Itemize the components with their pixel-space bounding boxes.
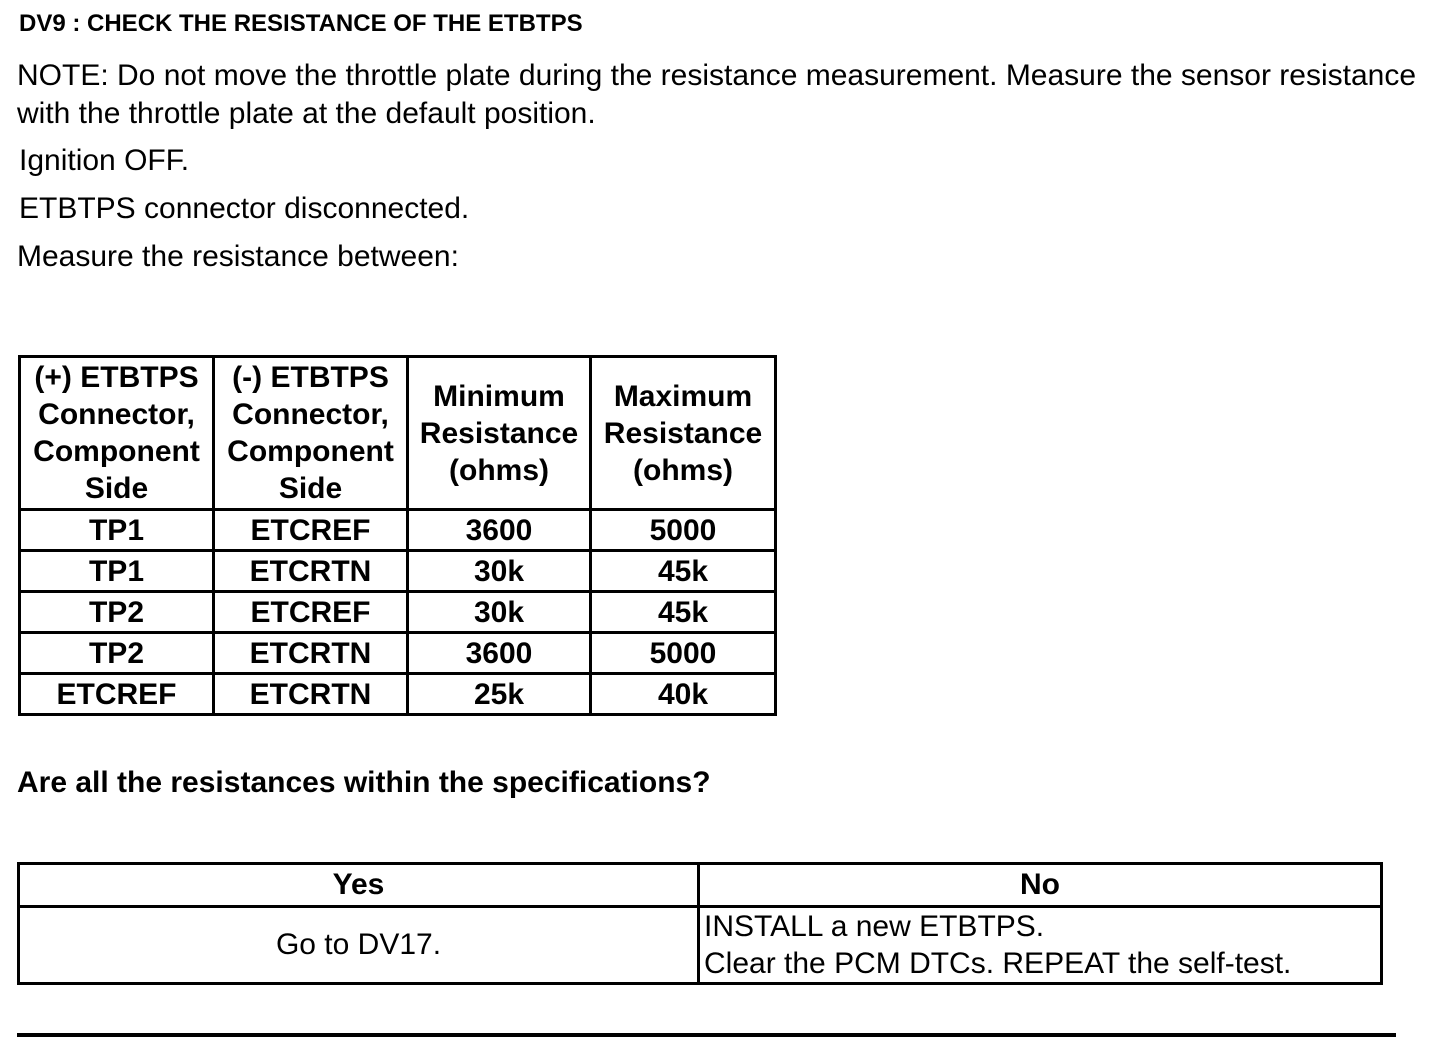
- note-text: NOTE: Do not move the throttle plate during the resistance measurement. Measure the sensor resistance with the throttle plate at the default position.: [17, 59, 1417, 130]
- cell-min: 3600: [408, 510, 591, 551]
- header-minimum-resistance: Minimum Resistance (ohms): [408, 357, 591, 510]
- table-row: [20, 592, 776, 633]
- cell-positive: TP2: [20, 633, 214, 674]
- step-connector-disconnected: ETBTPS connector disconnected.: [19, 192, 470, 225]
- cell-negative: ETCRTN: [214, 633, 408, 674]
- bottom-divider: [17, 1033, 1396, 1037]
- cell-negative: ETCRTN: [214, 551, 408, 592]
- table-row: [20, 633, 776, 674]
- cell-max: 45k: [591, 592, 776, 633]
- no-header: No: [699, 864, 1382, 907]
- cell-positive: TP2: [20, 592, 214, 633]
- table-row: [20, 551, 776, 592]
- decision-question: Are all the resistances within the specifications?: [17, 766, 711, 799]
- table-row: [20, 674, 776, 715]
- no-action: [699, 907, 1382, 984]
- table-row: [20, 510, 776, 551]
- header-positive-connector: (+) ETBTPS Connector, Component Side: [20, 357, 214, 510]
- yes-header: Yes: [19, 864, 699, 907]
- cell-positive: TP1: [20, 510, 214, 551]
- cell-min: 30k: [408, 592, 591, 633]
- cell-min: 3600: [408, 633, 591, 674]
- header-negative-connector: (-) ETBTPS Connector, Component Side: [214, 357, 408, 510]
- no-action-line-2: Clear the PCM DTCs. REPEAT the self-test.: [704, 947, 1292, 980]
- cell-max: 45k: [591, 551, 776, 592]
- cell-max: 5000: [591, 633, 776, 674]
- step-measure-instruction: Measure the resistance between:: [17, 240, 459, 273]
- cell-negative: ETCREF: [214, 592, 408, 633]
- resistance-spec-table: [18, 355, 777, 716]
- decision-action-row: [19, 907, 1382, 984]
- header-maximum-resistance: Maximum Resistance (ohms): [591, 357, 776, 510]
- step-heading: DV9 : CHECK THE RESISTANCE OF THE ETBTPS: [19, 10, 583, 37]
- decision-header-row: [19, 864, 1382, 907]
- cell-negative: ETCRTN: [214, 674, 408, 715]
- spec-table-header-row: [20, 357, 776, 510]
- cell-negative: ETCREF: [214, 510, 408, 551]
- cell-max: 40k: [591, 674, 776, 715]
- yes-action: Go to DV17.: [19, 907, 699, 984]
- decision-table: [17, 862, 1383, 985]
- cell-positive: ETCREF: [20, 674, 214, 715]
- cell-max: 5000: [591, 510, 776, 551]
- cell-min: 25k: [408, 674, 591, 715]
- no-action-line-1: INSTALL a new ETBTPS.: [704, 910, 1045, 943]
- cell-positive: TP1: [20, 551, 214, 592]
- cell-min: 30k: [408, 551, 591, 592]
- step-ignition-off: Ignition OFF.: [19, 144, 190, 177]
